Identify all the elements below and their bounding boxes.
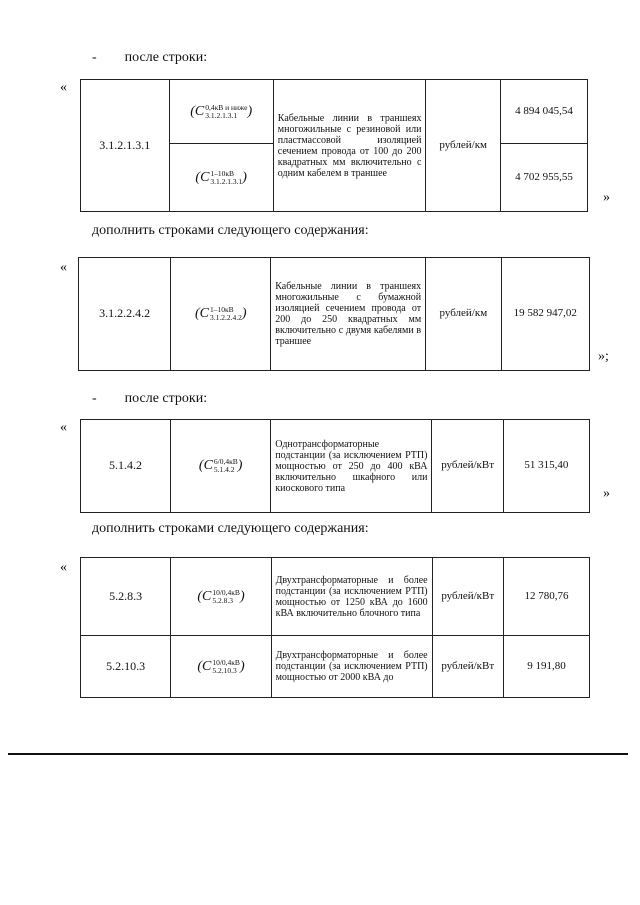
close-quote: » [603, 486, 610, 501]
footer-divider [8, 753, 628, 755]
table-row [81, 558, 590, 636]
table2-value: 19 582 947,02 [501, 258, 589, 371]
open-quote: « [60, 80, 67, 95]
open-quote: « [60, 260, 67, 275]
table-two-transformer [80, 557, 590, 698]
table1-value-low: 4 894 045,54 [500, 80, 587, 144]
table-single-transformer [80, 419, 590, 513]
table1-value-high: 4 702 955,55 [500, 144, 587, 212]
table4-row2-value: 9 191,80 [503, 636, 589, 698]
table1-description: Кабельные линии в траншеях многожильные с резиновой или пластмассовой изоляцией сечением провода от 100 до 200 квадратных мм включительно с одним кабелем в траншее [273, 80, 426, 212]
close-quote: » [603, 190, 610, 205]
table4-row1-description: Двухтрансформаторные и более подстанции (за исключением РТП) мощностью от 1250 кВА до 1600 кВА включительно блочного типа [271, 558, 432, 636]
append-lines-1: дополнить строками следующего содержания: [92, 223, 369, 238]
table-cable-paper [78, 257, 590, 371]
table4-row1-code: 5.2.8.3 [81, 558, 171, 636]
table3-code: 5.1.4.2 [81, 420, 171, 513]
open-quote: « [60, 420, 67, 435]
intro-after-line-1: - после строки: [92, 50, 208, 65]
table4-row1-value: 12 780,76 [503, 558, 589, 636]
table3-unit: рублей/кВт [432, 420, 503, 513]
table4-row2-formula: (C 10/0,4кВ 5.2.10.3 ) [171, 636, 271, 698]
table1-formula-low: (C 0,4кВ и ниже 3.1.2.1.3.1 ) [169, 80, 273, 144]
table3-description: Однотрансформаторные подстанции (за исключением РТП) мощностью от 250 до 400 кВА включительно шкафного или киоскового типа [271, 420, 432, 513]
table-row [81, 636, 590, 698]
table3-value: 51 315,40 [503, 420, 589, 513]
close-quote-semicolon: »; [598, 349, 609, 364]
intro-after-line-2: - после строки: [92, 391, 208, 406]
table4-row2-description: Двухтрансформаторные и более подстанции (за исключением РТП) мощностью от 2000 кВА до [271, 636, 432, 698]
table4-row2-unit: рублей/кВт [432, 636, 503, 698]
table2-description: Кабельные линии в траншеях многожильные с бумажной изоляцией сечением провода от 200 до 250 квадратных мм включительно с двумя кабелями в траншее [271, 258, 426, 371]
table2-code: 3.1.2.2.4.2 [79, 258, 171, 371]
table1-code: 3.1.2.1.3.1 [81, 80, 170, 212]
open-quote: « [60, 560, 67, 575]
table1-unit: рублей/км [426, 80, 500, 212]
append-lines-2: дополнить строками следующего содержания: [92, 521, 369, 536]
table2-formula: (C 1–10кВ 3.1.2.2.4.2 ) [171, 258, 271, 371]
table4-row1-unit: рублей/кВт [432, 558, 503, 636]
table-cable-plastic [80, 79, 588, 212]
table4-row1-formula: (C 10/0,4кВ 5.2.8.3 ) [171, 558, 271, 636]
table2-unit: рублей/км [426, 258, 501, 371]
table3-formula: (C 6/0,4кВ 5.1.4.2 ) [171, 420, 271, 513]
table1-formula-high: (C 1–10кВ 3.1.2.1.3.1 ) [169, 144, 273, 212]
table4-row2-code: 5.2.10.3 [81, 636, 171, 698]
